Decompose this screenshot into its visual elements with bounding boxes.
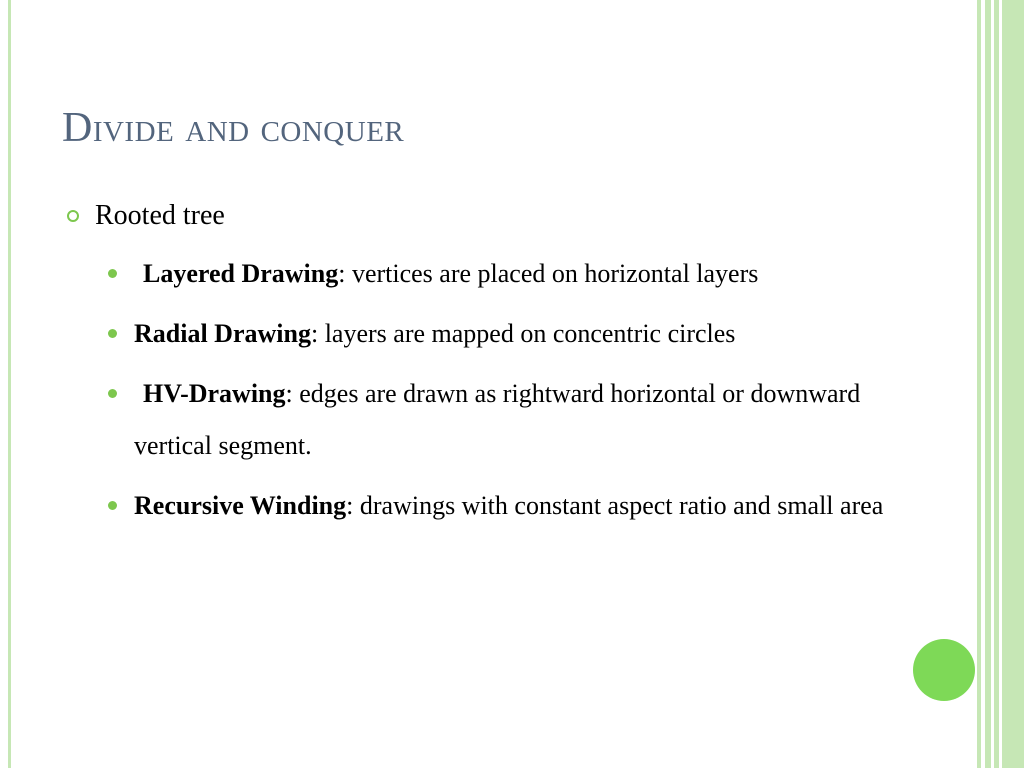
dot-bullet-icon — [108, 269, 117, 278]
slide-body — [62, 192, 942, 532]
right-border-stripe — [985, 0, 991, 768]
ring-bullet-icon — [67, 210, 79, 222]
right-border-stripe — [994, 0, 999, 768]
term-label: HV-Drawing — [143, 379, 286, 408]
term-description: : drawings with constant aspect ratio and small area — [346, 491, 884, 520]
term-label: Layered Drawing — [143, 259, 339, 288]
bullet-label: Rooted tree — [95, 200, 225, 231]
term-description: : edges are drawn as rightward horizontal or downward vertical segment. — [134, 379, 861, 460]
term-description: : layers are mapped on concentric circles — [310, 319, 736, 348]
left-border-line — [8, 0, 11, 768]
decorative-circle — [913, 639, 975, 701]
right-border-stripe — [1002, 0, 1024, 768]
dot-bullet-icon — [108, 329, 117, 338]
term-label: Recursive Winding — [134, 491, 347, 520]
term-description: : vertices are placed on horizontal layers — [338, 259, 759, 288]
list-item-recursive-winding — [62, 480, 942, 532]
dot-bullet-icon — [108, 501, 117, 510]
right-border-stripe — [977, 0, 981, 768]
list-item-hv-drawing — [62, 368, 942, 472]
sub-bullet-list — [62, 248, 942, 532]
slide-title: Divide and conquer — [62, 105, 405, 151]
dot-bullet-icon — [108, 389, 117, 398]
list-item-layered-drawing — [62, 248, 942, 300]
term-label: Radial Drawing — [134, 319, 311, 348]
bullet-rooted-tree — [62, 192, 942, 240]
list-item-radial-drawing — [62, 308, 942, 360]
